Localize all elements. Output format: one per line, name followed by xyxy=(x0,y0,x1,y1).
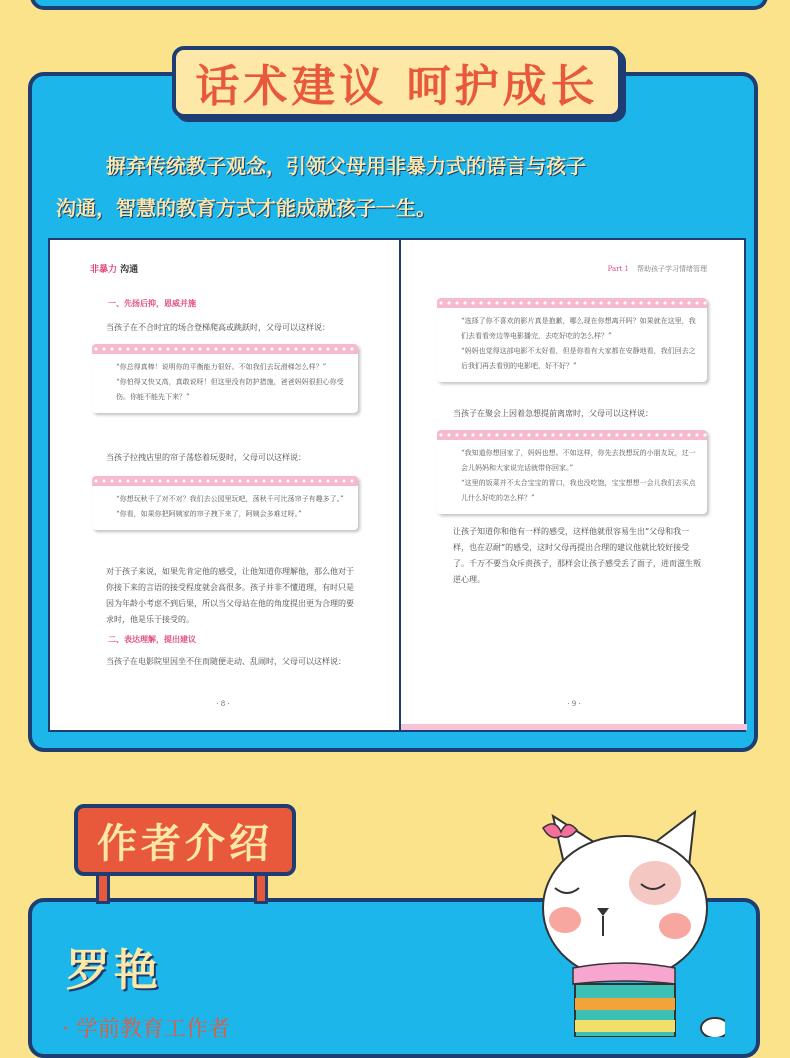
page-number-right: · 9 · xyxy=(567,700,581,708)
author-title: 作者介绍 xyxy=(97,820,273,867)
quote-line: “妈妈也觉得这部电影不太好看，但是你看有大家都在安静地看，我们回去之后我们再去看别的电影吧，好不好？” xyxy=(461,347,696,370)
intro-line-2: 沟通，智慧的教育方式才能成就孩子一生。 xyxy=(56,196,436,220)
quote-line: “你想玩秋千了对不对？我们去公园里玩吧，荡秋千可比荡帘子有趣多了。” xyxy=(116,495,344,503)
heading-1: 一、先扬后抑，恩威并施 xyxy=(108,298,196,308)
dotted-header xyxy=(92,344,358,354)
book-logo: 非暴力 沟通 xyxy=(90,265,139,275)
dotted-header xyxy=(437,298,707,308)
page-number-left: · 8 · xyxy=(216,700,230,708)
author-title-sign xyxy=(74,804,296,876)
heading-2: 二、表达理解，提出建议 xyxy=(108,634,196,644)
cat-illustration xyxy=(525,808,725,1037)
paragraph-4: 当孩子在电影院里因坐不住而随便走动、乱闹时，父母可以这样说： xyxy=(106,657,346,666)
paragraph-1: 当孩子在不合时宜的场合登梯爬高或跳跃时，父母可以这样说： xyxy=(106,323,330,332)
intro-line-1: 摒弃传统教子观念，引领父母用非暴力式的语言与孩子 xyxy=(106,154,586,178)
quote-line: “我知道你想回家了，妈妈也想。不如这样，你先去找想玩的小朋友玩，过一会儿妈妈和大家说完话就带你回家。” xyxy=(461,449,696,472)
page-bottom-strip xyxy=(401,724,747,730)
quote-box-1 xyxy=(92,344,358,413)
section-title: 话术建议 呵护成长 xyxy=(195,61,599,112)
paragraph-3: 对于孩子来说，如果先肯定他的感受，让他知道你理解他，那么他对于你接下来的言语的接受程度就会高很多。孩子并非不懂道理，有时只是因为年龄小考虑不到后果，所以当父母站在他的角度提出更为合理的要求时，他是乐于接受的。 xyxy=(106,567,354,624)
quote-line: “你怕得又快又高，真敢说呀！但这里没有防护措施，爸爸妈妈很担心你受伤。你能不能先下来？” xyxy=(116,378,344,401)
book-page-right xyxy=(401,240,747,730)
dotted-header xyxy=(92,476,358,486)
quote-box-4 xyxy=(437,430,707,514)
book-spread xyxy=(48,238,746,732)
book-page-left xyxy=(50,240,396,730)
chapter-header: Part 1 帮助孩子学习情绪管理 xyxy=(607,265,707,273)
intro-text xyxy=(56,145,746,229)
quote-box-2 xyxy=(92,476,358,530)
quote-box-3 xyxy=(437,298,707,382)
quote-line: “你总得真棒！说明你的平衡能力很好。不如我们去玩滑梯怎么样？” xyxy=(116,363,327,371)
paragraph-6: 让孩子知道你和他有一样的感受，这样他就很容易生出“父母和我一样，也在忍耐”的感受，这时父母再提出合理的建议他就比较好接受了。千万不要当众斥责孩子，那样会让孩子感受丢了面子，进而滋生叛逆心理。 xyxy=(453,527,701,584)
quote-line: “你看，如果你把阿姨家的帘子拽下来了，阿姨会多难过呀。” xyxy=(116,510,302,518)
author-role: · 学前教育工作者 xyxy=(62,1017,230,1042)
dotted-header xyxy=(437,430,707,440)
paragraph-5: 当孩子在聚会上因着急想提前离席时，父母可以这样说： xyxy=(453,409,653,418)
quote-line: “选择了你不喜欢的影片真是抱歉，哪么现在你想离开吗？如果就在这里，我们去看看旁边等电影播完，去吃好吃的怎么样？” xyxy=(461,317,696,340)
author-name: 罗艳 xyxy=(66,945,162,996)
quote-line: “这里的饭菜并不太合宝宝的胃口，我也没吃饱，宝宝想想一会儿我们去买点儿什么好吃的怎么样？” xyxy=(461,479,696,502)
top-banner-edge xyxy=(30,0,768,10)
paragraph-2: 当孩子拉拽店里的帘子荡悠着玩耍时，父母可以这样说： xyxy=(106,453,306,462)
section-title-badge xyxy=(172,46,622,118)
